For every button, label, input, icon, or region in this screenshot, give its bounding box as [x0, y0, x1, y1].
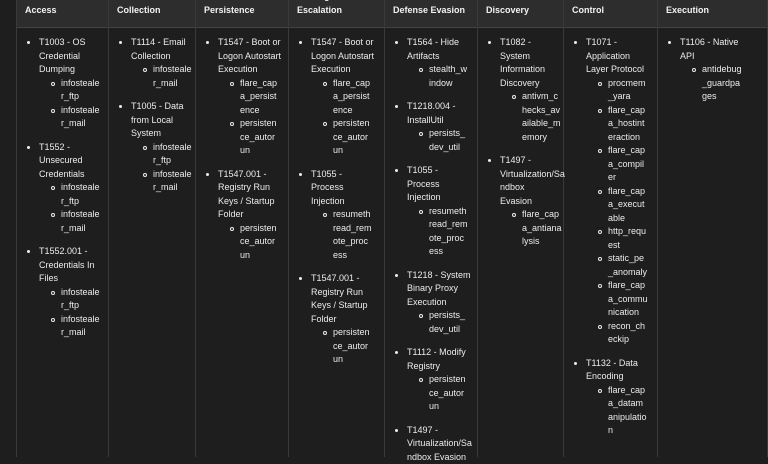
text-line: infosteale [61, 78, 100, 88]
text-line: T1082 - System [500, 37, 531, 61]
technique-item[interactable] [218, 168, 284, 263]
technique-item[interactable] [500, 36, 559, 144]
signature-item[interactable] [429, 309, 473, 336]
tactic-column [385, 0, 478, 457]
tactic-header [564, 0, 657, 28]
text-line: Layer Protocol [586, 64, 644, 74]
text-line: T1547 - Boot or [218, 37, 281, 47]
text-line: Credential [39, 51, 80, 61]
text-line: r_mail [153, 182, 178, 192]
tactic-header [17, 0, 108, 28]
text-line: Artifacts [407, 51, 440, 61]
text-line: persists_ [429, 128, 465, 138]
signature-item[interactable] [608, 252, 653, 279]
signature-list [218, 77, 284, 158]
text-line: ess [429, 246, 443, 256]
text-line: persisten [333, 118, 370, 128]
text-line: Execution [407, 297, 447, 307]
text-line: Persistence [204, 5, 255, 15]
text-line: T1218 - System [407, 270, 471, 280]
text-line: a_datam [608, 398, 643, 408]
technique-name [500, 36, 559, 90]
text-line: Process [407, 179, 440, 189]
text-line: ndbox Evasion [407, 452, 466, 462]
tactic-header-label [393, 4, 465, 18]
text-line: infosteale [61, 105, 100, 115]
signature-item[interactable] [333, 326, 380, 367]
technique-name [586, 36, 653, 77]
text-line: ote_proc [333, 236, 368, 246]
text-line: dev_util [429, 142, 460, 152]
technique-list [658, 36, 767, 104]
text-line: T1547 - Boot or [311, 37, 374, 47]
technique-name [131, 100, 191, 141]
text-line: API [680, 51, 695, 61]
text-line: Encoding [586, 371, 624, 381]
signature-list [311, 77, 380, 158]
text-line: ges [702, 91, 717, 101]
text-line: flare_cap [608, 145, 645, 155]
text-line: Discovery [486, 5, 529, 15]
text-line: Keys / Startup [311, 300, 368, 310]
signature-item[interactable] [608, 77, 653, 104]
text-line: lysis [522, 236, 540, 246]
text-line: antidebug [702, 64, 742, 74]
technique-list [109, 36, 195, 195]
text-line: Injection [407, 192, 441, 202]
technique-name [407, 36, 473, 63]
signature-item[interactable] [61, 104, 104, 131]
text-line: procmem [608, 78, 646, 88]
text-line: T1112 - Modify [407, 347, 466, 357]
technique-item[interactable] [131, 36, 191, 90]
text-line: ence [240, 105, 260, 115]
text-line: dev_util [429, 324, 460, 334]
text-line: Collection [117, 5, 161, 15]
tactic-header [196, 0, 288, 28]
text-line: ce_autor [429, 388, 464, 398]
tactic-column [16, 0, 109, 457]
technique-list [196, 36, 288, 262]
text-line: eckip [608, 334, 629, 344]
text-line: Virtualization/Sa [407, 438, 472, 448]
signature-list [131, 63, 191, 90]
technique-item[interactable] [407, 100, 473, 154]
text-line: T1003 - OS [39, 37, 86, 47]
text-line: Control [572, 5, 604, 15]
text-line: flare_cap [333, 78, 370, 88]
signature-item[interactable] [522, 208, 559, 249]
technique-name [39, 36, 104, 77]
text-line: infosteale [61, 314, 100, 324]
text-line: persisten [240, 118, 277, 128]
text-line: a_hostint [608, 118, 645, 128]
text-line: Registry Run [218, 182, 270, 192]
signature-item[interactable] [429, 63, 473, 90]
text-line: er [608, 172, 616, 182]
text-line: Registry [407, 361, 440, 371]
text-line: Defense Evasion [393, 5, 465, 15]
text-line: ence [333, 105, 353, 115]
technique-item[interactable] [311, 272, 380, 367]
technique-name [407, 269, 473, 310]
text-line: r_mail [61, 223, 86, 233]
text-line [572, 0, 635, 1]
text-line: ce_autor [333, 132, 368, 142]
technique-name [311, 272, 380, 326]
text-line: Unsecured [39, 155, 83, 165]
text-line: un [429, 401, 439, 411]
technique-item[interactable] [39, 141, 104, 236]
technique-item[interactable] [131, 100, 191, 195]
technique-name [500, 154, 559, 208]
technique-name [131, 36, 191, 63]
text-line: T1005 - Data [131, 101, 184, 111]
signature-item[interactable] [608, 279, 653, 320]
signature-list [407, 205, 473, 259]
text-line: Execution [666, 5, 709, 15]
text-line: read_rem [429, 219, 468, 229]
signature-list [311, 326, 380, 367]
technique-name [680, 36, 763, 63]
text-line: static_pe [608, 253, 644, 263]
tactic-column [564, 0, 658, 457]
signature-list [407, 373, 473, 414]
signature-item[interactable] [153, 168, 191, 195]
text-line: un [333, 145, 343, 155]
technique-name [39, 141, 104, 182]
technique-list [564, 36, 657, 438]
text-line: a_commu [608, 294, 648, 304]
tactic-header-label [572, 0, 635, 17]
text-line: Process [311, 182, 344, 192]
text-line: http_requ [608, 226, 646, 236]
text-line: a_execut [608, 199, 645, 209]
technique-name [407, 346, 473, 373]
text-line: Discovery [500, 78, 540, 88]
text-line: flare_cap [522, 209, 559, 219]
signature-list [131, 141, 191, 195]
signature-item[interactable] [61, 313, 104, 340]
signature-item[interactable] [61, 181, 104, 208]
tactic-body [658, 36, 767, 457]
technique-item[interactable] [407, 269, 473, 337]
text-line: T1218.004 - [407, 101, 456, 111]
text-line: from Local [131, 115, 173, 125]
text-line: r_mail [61, 327, 86, 337]
signature-list [680, 63, 763, 104]
text-line: T1055 - [311, 169, 342, 179]
text-line: r_mail [61, 118, 86, 128]
signature-list [500, 90, 559, 144]
signature-item[interactable] [608, 225, 653, 252]
text-line: r_mail [153, 78, 178, 88]
text-line: T1547.001 - [218, 169, 267, 179]
text-line: n [608, 425, 613, 435]
signature-item[interactable] [608, 104, 653, 145]
tactic-header [658, 0, 767, 28]
text-line: T1497 - [407, 425, 438, 435]
text-line: nication [608, 307, 639, 317]
text-line: stealth_w [429, 64, 467, 74]
tactic-body [289, 36, 384, 457]
tactic-header [289, 0, 384, 28]
text-line: Files [39, 273, 58, 283]
text-line: infosteale [61, 287, 100, 297]
technique-item[interactable] [39, 36, 104, 131]
tactic-column [196, 0, 289, 457]
text-line: flare_cap [240, 78, 277, 88]
tactic-body [478, 36, 563, 457]
signature-list [586, 384, 653, 438]
signature-list [311, 208, 380, 262]
text-line: a_antiana [522, 223, 562, 233]
text-line: r_ftp [61, 300, 79, 310]
text-line: ote_proc [429, 233, 464, 243]
text-line: infosteale [61, 209, 100, 219]
signature-list [218, 222, 284, 263]
signature-item[interactable] [429, 205, 473, 259]
technique-list [478, 36, 563, 249]
text-line: a_persist [240, 91, 277, 101]
text-line: recon_ch [608, 321, 645, 331]
tactic-header-label [486, 4, 529, 18]
signature-item[interactable] [240, 222, 284, 263]
text-line: Registry Run [311, 287, 363, 297]
signature-item[interactable] [333, 117, 380, 158]
signature-item[interactable] [429, 127, 473, 154]
tactic-header-label [117, 4, 161, 18]
technique-item[interactable] [407, 36, 473, 90]
technique-list [17, 36, 108, 340]
text-line: resumeth [429, 206, 467, 216]
text-line: flare_cap [608, 186, 645, 196]
tactic-column [658, 0, 768, 457]
technique-item[interactable] [39, 245, 104, 340]
text-line: anipulatio [608, 412, 647, 422]
tactic-column [109, 0, 196, 457]
text-line: ess [333, 250, 347, 260]
technique-item[interactable] [407, 346, 473, 414]
text-line: T1132 - Data [586, 358, 638, 368]
tactic-column [478, 0, 564, 457]
tactic-header-label [25, 0, 69, 17]
technique-name [407, 164, 473, 205]
text-line: T1114 - Email [131, 37, 186, 47]
text-line: infosteale [153, 169, 192, 179]
signature-item[interactable] [61, 286, 104, 313]
text-line [25, 0, 69, 1]
technique-item[interactable] [218, 36, 284, 158]
text-line: eraction [608, 132, 640, 142]
text-line: T1497 - [500, 155, 531, 165]
text-line: un [240, 250, 250, 260]
text-line: persisten [240, 223, 277, 233]
text-line: un [240, 145, 250, 155]
tactic-header-label [204, 4, 255, 18]
technique-item[interactable] [407, 164, 473, 259]
text-line: Dumping [39, 64, 75, 74]
text-line: T1071 - [586, 37, 617, 47]
tactic-header [478, 0, 563, 28]
text-line: T1552 - [39, 142, 70, 152]
technique-name [311, 36, 380, 77]
signature-item[interactable] [61, 77, 104, 104]
text-line: r_ftp [61, 196, 79, 206]
tactic-column [289, 0, 385, 457]
signature-item[interactable] [153, 141, 191, 168]
text-line: System [131, 128, 161, 138]
technique-list [385, 36, 477, 464]
technique-name [218, 168, 284, 222]
technique-name [407, 100, 473, 127]
signature-item[interactable] [702, 63, 763, 104]
technique-item[interactable] [680, 36, 763, 104]
text-line: Escalation [297, 5, 342, 15]
text-line: able [608, 213, 625, 223]
text-line: ndbox Evasion [500, 182, 532, 206]
signature-item[interactable] [153, 63, 191, 90]
technique-name [407, 424, 473, 464]
text-line: Collection [131, 51, 171, 61]
technique-item[interactable] [586, 36, 653, 347]
tactic-header-label [666, 4, 709, 18]
signature-item[interactable] [608, 144, 653, 185]
text-line: Keys / Startup [218, 196, 275, 206]
signature-list [407, 63, 473, 90]
text-line: ce_autor [240, 236, 275, 246]
text-line: antivm_c [522, 91, 558, 101]
technique-item[interactable] [500, 154, 559, 249]
text-line: est [608, 240, 620, 250]
signature-list [586, 77, 653, 347]
text-line: a_persist [333, 91, 370, 101]
text-line: ailable_m [522, 118, 561, 128]
text-line: T1547.001 - [311, 273, 360, 283]
text-line: persisten [333, 327, 370, 337]
text-line: Access [25, 5, 57, 15]
technique-name [39, 245, 104, 286]
technique-name [218, 36, 284, 77]
text-line: Credentials In [39, 260, 95, 270]
text-line: Credentials [39, 169, 85, 179]
tactic-body [385, 36, 477, 457]
technique-item[interactable] [407, 424, 473, 464]
text-line: infosteale [153, 64, 192, 74]
signature-item[interactable] [608, 320, 653, 347]
text-line: _yara [608, 91, 631, 101]
text-line: r_ftp [153, 155, 171, 165]
text-line: Logon Autostart [218, 51, 281, 61]
text-line: Execution [311, 64, 351, 74]
text-line: persisten [429, 374, 466, 384]
signature-list [39, 77, 104, 131]
signature-list [407, 127, 473, 154]
text-line: T1106 - Native [680, 37, 738, 47]
text-line: persists_ [429, 310, 465, 320]
technique-item[interactable] [311, 168, 380, 263]
text-line: Execution [218, 64, 258, 74]
text-line: infosteale [61, 182, 100, 192]
text-line: _guardpa [702, 78, 740, 88]
text-line [297, 0, 335, 1]
text-line: Logon Autostart [311, 51, 374, 61]
signature-list [500, 208, 559, 249]
signature-item[interactable] [333, 208, 380, 262]
text-line: Binary Proxy [407, 283, 458, 293]
signature-list [407, 309, 473, 336]
text-line: resumeth [333, 209, 371, 219]
text-line: ce_autor [333, 341, 368, 351]
signature-item[interactable] [608, 384, 653, 438]
tactic-body [109, 36, 195, 457]
text-line: Injection [311, 196, 345, 206]
signature-item[interactable] [240, 117, 284, 158]
text-line: infosteale [153, 142, 192, 152]
text-line: Information [500, 64, 545, 74]
signature-item[interactable] [522, 90, 559, 144]
text-line: Folder [218, 209, 244, 219]
tactic-header-label [297, 0, 342, 17]
text-line: Virtualization/Sa [500, 169, 565, 179]
text-line: indow [429, 78, 453, 88]
text-line: emory [522, 132, 547, 142]
tactic-body [564, 36, 657, 457]
technique-item[interactable] [311, 36, 380, 158]
technique-name [586, 357, 653, 384]
signature-item[interactable] [333, 77, 380, 118]
text-line: flare_cap [608, 105, 645, 115]
tactic-header [109, 0, 195, 28]
text-line: InstallUtil [407, 115, 444, 125]
text-line: flare_cap [608, 280, 645, 290]
signature-item[interactable] [61, 208, 104, 235]
tactic-body [196, 36, 288, 457]
signature-item[interactable] [429, 373, 473, 414]
text-line: Folder [311, 314, 337, 324]
text-line: hecks_av [522, 105, 560, 115]
text-line: ce_autor [240, 132, 275, 142]
text-line: T1564 - Hide [407, 37, 459, 47]
technique-name [311, 168, 380, 209]
technique-item[interactable] [586, 357, 653, 438]
signature-item[interactable] [240, 77, 284, 118]
text-line: T1055 - [407, 165, 438, 175]
signature-list [39, 286, 104, 340]
text-line: T1552.001 - [39, 246, 88, 256]
technique-list [289, 36, 384, 367]
signature-item[interactable] [608, 185, 653, 226]
tactic-header [385, 0, 477, 28]
text-line: _anomaly [608, 267, 647, 277]
text-line: a_compil [608, 159, 644, 169]
tactic-body [17, 36, 108, 457]
text-line: Application [586, 51, 630, 61]
signature-list [39, 181, 104, 235]
text-line: r_ftp [61, 91, 79, 101]
text-line: un [333, 354, 343, 364]
text-line: read_rem [333, 223, 372, 233]
text-line: flare_cap [608, 385, 645, 395]
